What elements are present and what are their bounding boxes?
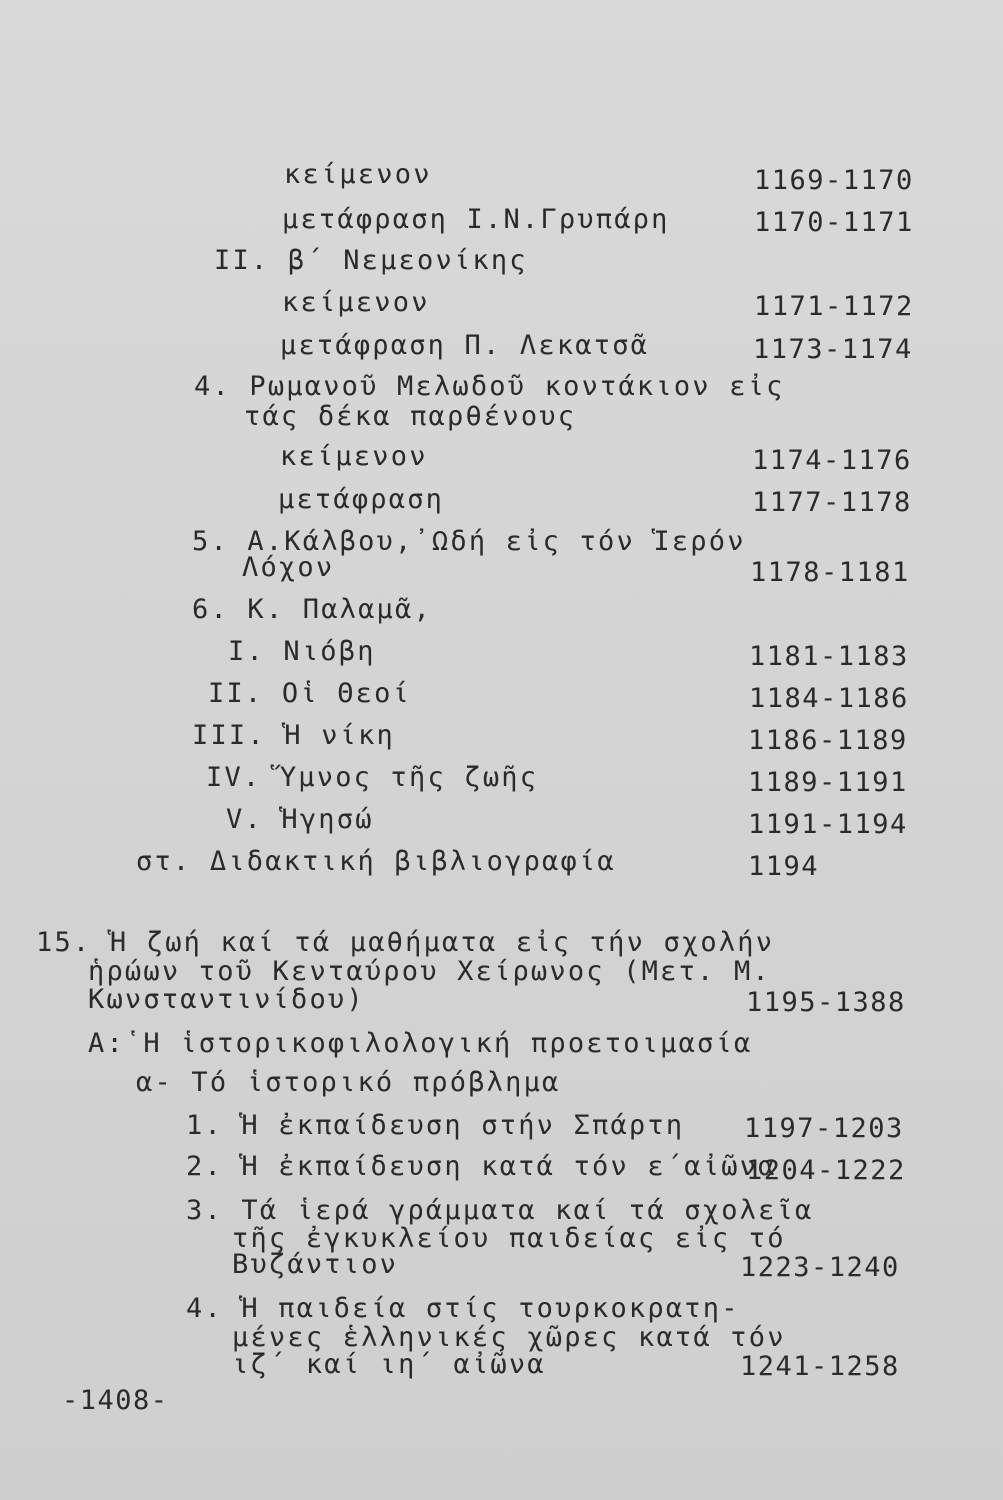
entry-text: IV. Ὕμνος τῆς ζωῆς: [206, 762, 539, 793]
entry-pages: 1169-1170: [754, 165, 914, 196]
entry-text: III. Ἡ νίκη: [192, 720, 396, 751]
entry-pages: 1197-1203: [744, 1113, 904, 1144]
entry-pages: 1184-1186: [749, 683, 909, 714]
entry-text: ιζ΄ καί ιη΄ αἰῶνα: [232, 1349, 546, 1380]
entry-text: Α:῾Η ἱστορικοφιλολογική προετοιμασία: [88, 1028, 753, 1059]
entry-text: Κωνσταντινίδου): [88, 984, 365, 1015]
entry-text: 1. Ἡ ἐκπαίδευση στήν Σπάρτη: [186, 1110, 685, 1141]
entry-text: α- Τό ἱστορικό πρόβλημα: [136, 1067, 561, 1098]
entry-pages: 1223-1240: [740, 1252, 900, 1283]
entry-text: μένες ἑλληνικές χῶρες κατά τόν: [232, 1322, 786, 1353]
entry-text: 6. Κ. Παλαμᾶ,: [192, 594, 432, 625]
entry-pages: 1189-1191: [748, 767, 908, 798]
entry-pages: 1178-1181: [750, 557, 910, 588]
entry-pages: 1195-1388: [746, 987, 906, 1018]
entry-text: τάς δέκα παρθένους: [244, 401, 577, 432]
entry-text: Βυζάντιον: [232, 1249, 399, 1280]
entry-text: μετάφραση Π. Λεκατσᾶ: [280, 330, 650, 361]
entry-text: στ. Διδακτική βιβλιογραφία: [136, 846, 616, 877]
entry-text: II. β΄ Νεμεονίκης: [214, 245, 528, 276]
entry-text: 3. Τά ἱερά γράμματα καί τά σχολεῖα: [186, 1195, 814, 1226]
entry-pages: 1194: [748, 851, 820, 882]
entry-pages: 1173-1174: [753, 334, 913, 365]
entry-pages: 1177-1178: [752, 487, 912, 518]
entry-text: ἡρώων τοῦ Κενταύρου Χείρωνος (Μετ. Μ.: [88, 956, 771, 987]
entry-pages: 1241-1258: [740, 1351, 900, 1382]
entry-text: 15. Ἡ ζωή καί τά μαθήματα εἰς τήν σχολήν: [36, 927, 775, 958]
page-number: -1408-: [62, 1385, 169, 1416]
entry-pages: 1186-1189: [748, 725, 908, 756]
entry-text: κείμενον: [282, 287, 430, 318]
entry-text: V. Ἡγησώ: [226, 804, 374, 835]
entry-text: κείμενον: [280, 441, 428, 472]
entry-text: 2. Ἡ ἐκπαίδευση κατά τόν ε΄αἰῶνα: [186, 1151, 777, 1182]
entry-text: Λόχον: [242, 552, 335, 583]
entry-pages: 1204-1222: [746, 1155, 906, 1186]
entry-pages: 1181-1183: [749, 641, 909, 672]
entry-text: μετάφραση: [278, 484, 445, 515]
entry-text: 4. Ἡ παιδεία στίς τουρκοκρατη-: [186, 1293, 740, 1324]
entry-text: I. Νιόβη: [228, 636, 376, 667]
entry-text: II. Οἱ Θεοί: [208, 678, 412, 709]
entry-text: τῆς ἐγκυκλείου παιδείας εἰς τό: [232, 1223, 786, 1254]
entry-text: 5. Α.Κάλβου,᾿Ωδή εἰς τόν Ἱερόν: [192, 526, 746, 557]
entry-pages: 1191-1194: [748, 809, 908, 840]
entry-pages: 1171-1172: [754, 291, 914, 322]
entry-text: 4. Ρωμανοῦ Μελωδοῦ κοντάκιον εἰς: [194, 371, 785, 402]
entry-text: μετάφραση Ι.Ν.Γρυπάρη: [282, 204, 670, 235]
entry-pages: 1170-1171: [754, 207, 914, 238]
entry-text: κείμενον: [284, 159, 432, 190]
entry-pages: 1174-1176: [752, 445, 912, 476]
